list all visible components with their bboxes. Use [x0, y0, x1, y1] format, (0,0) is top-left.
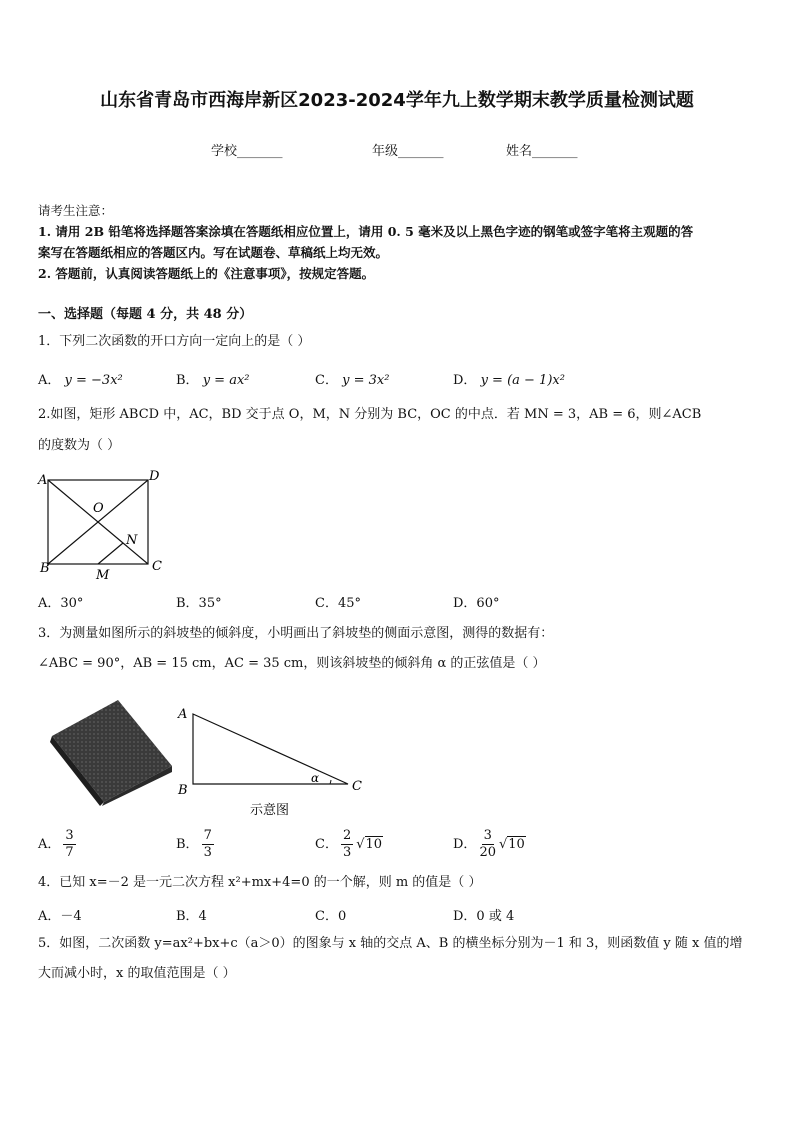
- q2-option-a[interactable]: A．30°: [38, 596, 84, 611]
- q1-option-c[interactable]: C． y = 3x²: [315, 373, 390, 388]
- triangle-abc: [193, 714, 348, 784]
- question-2-stem: 2.如图，矩形 ABCD 中，AC，BD 交于点 O，M，N 分别为 BC，OC 的中点．若 MN = 3，AB = 6，则∠ACB: [38, 407, 702, 422]
- q2-option-c[interactable]: C．45°: [315, 596, 361, 611]
- question-3-stem: 3．为测量如图所示的斜坡垫的倾斜度，小明画出了斜坡垫的侧面示意图，测得的数据有：: [38, 626, 554, 641]
- q1-option-a[interactable]: A． y = −3x²: [38, 373, 123, 388]
- notice-line-1: 1. 请用 2B 铅笔将选择题答案涂填在答题纸相应位置上，请用 0. 5 毫米及以上黑色字迹的钢笔或签字笔将主观题的答: [38, 224, 694, 239]
- question-3-stem-cont: ∠ABC = 90°，AB = 15 cm，AC = 35 cm，则该斜坡垫的倾斜角 α 的正弦值是（ ）: [38, 656, 546, 671]
- q3-option-a[interactable]: A． $\frac{3}{7}$: [38, 828, 74, 860]
- q4-option-a[interactable]: A．－4: [38, 909, 82, 924]
- notice-line-2: 案写在答题纸相应的答题区内。写在试题卷、草稿纸上均无效。: [38, 245, 389, 260]
- q2-option-b[interactable]: B．35°: [176, 596, 222, 611]
- rectangle-abcd-figure: [36, 466, 166, 584]
- q4-option-d[interactable]: D．0 或 4: [453, 909, 515, 924]
- right-triangle-figure: [176, 704, 376, 822]
- question-4-stem: 4．已知 x=－2 是一元二次方程 x²+mx+4=0 的一个解，则 m 的值是（ ）: [38, 875, 482, 890]
- notice-block: [38, 200, 758, 284]
- name-field: 姓名_______: [506, 144, 578, 159]
- figure-caption: 示意图: [250, 803, 290, 818]
- q3-option-d[interactable]: D． $\frac{3}{20}$ √10: [453, 828, 525, 860]
- grade-field: 年级_______: [372, 144, 444, 159]
- slope-mat-image: [44, 696, 174, 806]
- q3-option-c[interactable]: C． $\frac{2}{3}$ √10: [315, 828, 383, 860]
- notice-heading: 请考生注意：: [38, 203, 114, 218]
- q3-option-b[interactable]: B． $\frac{7}{3}$: [176, 828, 212, 860]
- label-n: N: [126, 533, 138, 548]
- q1-option-d[interactable]: D． y = (a − 1)x²: [453, 373, 565, 388]
- label-b: B: [178, 783, 188, 798]
- question-2-stem-cont: 的度数为（ ）: [38, 438, 121, 453]
- section-heading: 一、选择题（每题 4 分，共 48 分）: [38, 307, 253, 322]
- school-field: 学校_______: [211, 144, 283, 159]
- question-5-stem-cont: 大而减小时，x 的取值范围是（ ）: [38, 966, 236, 981]
- label-o: O: [93, 501, 104, 516]
- segment-mn: [98, 543, 123, 564]
- q4-option-b[interactable]: B．4: [176, 909, 207, 924]
- question-5-stem: 5．如图，二次函数 y=ax²+bx+c（a＞0）的图象与 x 轴的交点 A、B 的横坐标分别为－1 和 3，则函数值 y 随 x 值的增: [38, 936, 743, 951]
- label-alpha: α: [311, 771, 320, 785]
- q1-option-b[interactable]: B． y = ax²: [176, 373, 250, 388]
- label-a: A: [38, 473, 48, 488]
- question-1-stem: 1．下列二次函数的开口方向一定向上的是（ ）: [38, 334, 311, 349]
- page-title: 山东省青岛市西海岸新区2023-2024学年九上数学期末教学质量检测试题: [100, 90, 694, 111]
- notice-line-3: 2. 答题前，认真阅读答题纸上的《注意事项》，按规定答题。: [38, 266, 375, 281]
- label-a: A: [178, 707, 188, 722]
- q4-option-c[interactable]: C．0: [315, 909, 347, 924]
- label-c: C: [352, 779, 362, 794]
- label-d: D: [149, 469, 160, 484]
- q2-option-d[interactable]: D．60°: [453, 596, 500, 611]
- label-c: C: [152, 559, 162, 574]
- label-b: B: [40, 561, 50, 576]
- label-m: M: [96, 568, 110, 583]
